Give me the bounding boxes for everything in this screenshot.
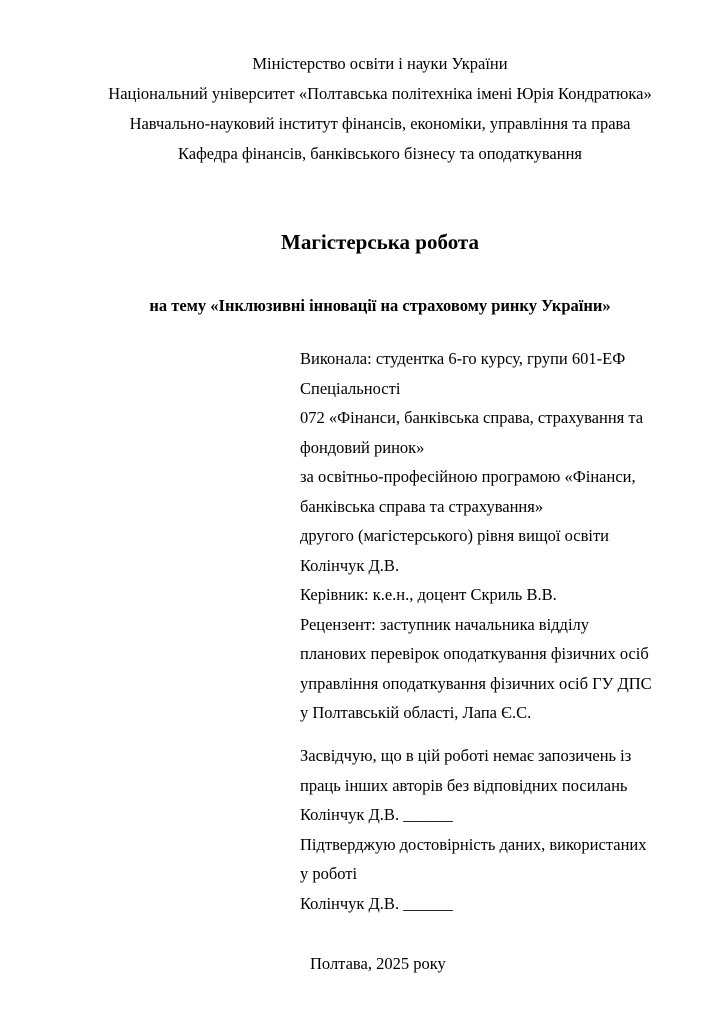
declaration-block [300,741,646,918]
author-line: другого (магістерського) рівня вищої освіти [300,526,609,545]
author-line: банківська справа та страхування» [300,496,544,516]
author-line: Виконала: студентка 6-го курсу, групи 601-ЕФ [300,349,626,368]
reviewer-line: у Полтавській області, Лапа Є.С. [300,703,532,722]
author-info-block [300,344,652,728]
thesis-topic: на тему «Інклюзивні інновації на страховому ринку України» [149,296,611,315]
declaration-line: Засвідчую, що в цій роботі немає запозичень із [300,746,632,765]
reviewer-line: планових перевірок оподаткування фізичних осіб [300,644,649,663]
declaration-line: праць інших авторів без відповідних посилань [300,775,628,795]
declaration-line: Підтверджую достовірність даних, використаних [300,834,647,854]
place-year: Полтава, 2025 року [310,954,446,973]
institute-line: Навчально-науковий інститут фінансів, економіки, управління та права [129,114,631,133]
author-line: Спеціальності [300,378,401,398]
reviewer-line: управління оподаткування фізичних осіб ГУ ДПС [300,673,652,693]
university-line: Національний університет «Полтавська політехніка імені Юрія Кондратюка» [108,84,652,103]
declaration-line: у роботі [300,864,358,883]
author-line: 072 «Фінанси, банківська справа, страхування та [300,408,644,427]
author-line: фондовий ринок» [300,437,425,457]
author-line: за освітньо-професійною програмою «Фінанси, [300,467,636,486]
supervisor-line: Керівник: к.е.н., доцент Скриль В.В. [300,585,557,604]
document-title: Магістерська робота [281,230,479,254]
signature-line: Колінчук Д.В. ______ [300,805,453,824]
department-line: Кафедра фінансів, банківського бізнесу та оподаткування [177,144,582,163]
reviewer-line: Рецензент: заступник начальника відділу [300,614,590,634]
ministry-line: Міністерство освіти і науки України [252,54,508,73]
institution-header [0,49,724,169]
author-name: Колінчук Д.В. [300,555,400,575]
signature-line: Колінчук Д.В. ______ [300,893,453,913]
